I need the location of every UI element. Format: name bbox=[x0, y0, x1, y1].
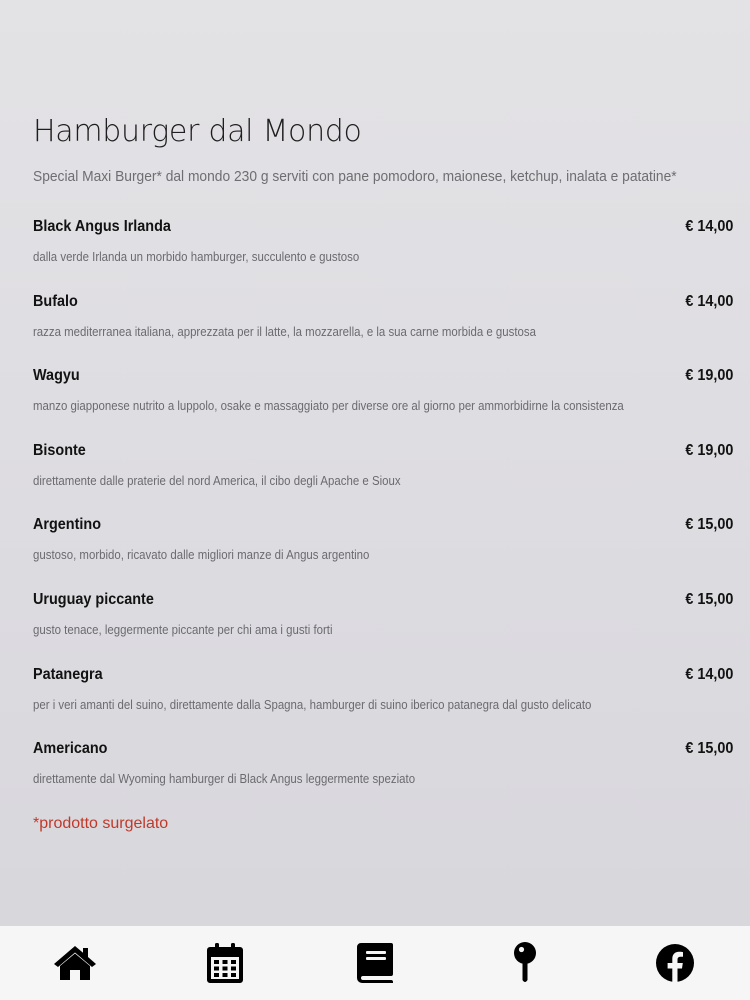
menu-items-list bbox=[33, 216, 733, 813]
menu-item-description: razza mediterranea italiana, apprezzata per il latte, la mozzarella, e la sua carne morbida e gustosa bbox=[33, 323, 537, 339]
menu-item bbox=[33, 514, 733, 589]
menu-item-price: € 15,00 bbox=[684, 590, 733, 608]
menu-item-description: gustoso, morbido, ricavato dalle migliori manze di Angus argentino bbox=[33, 547, 370, 563]
menu-item bbox=[33, 664, 733, 739]
menu-item bbox=[33, 291, 733, 366]
menu-item-description: dalla verde Irlanda un morbido hamburger, succulento e gustoso bbox=[33, 249, 360, 264]
menu-item-name: Argentino bbox=[33, 516, 101, 534]
menu-item bbox=[33, 365, 733, 440]
menu-item-price: € 19,00 bbox=[684, 367, 733, 385]
menu-item-description: manzo giapponese nutrito a luppolo, osake e massaggiato per diverse ore al giorno per ammorbidirne la consistenza bbox=[33, 398, 624, 414]
facebook-icon bbox=[655, 943, 695, 983]
home-icon bbox=[52, 944, 98, 982]
section-subtitle: Special Maxi Burger* dal mondo 230 g serviti con pane pomodoro, maionese, ketchup, inalata e patatine* bbox=[33, 168, 677, 185]
menu-item-description: gusto tenace, leggermente piccante per chi ama i gusti forti bbox=[33, 621, 333, 637]
bottom-nav-bar bbox=[0, 926, 750, 1000]
menu-item-price: € 14,00 bbox=[684, 218, 733, 235]
menu-item-description: direttamente dalle praterie del nord America, il cibo degli Apache e Sioux bbox=[33, 472, 401, 488]
map-pin-icon bbox=[512, 942, 538, 984]
menu-item-name: Bisonte bbox=[33, 441, 86, 459]
section-title: Hamburger dal Mondo bbox=[33, 114, 362, 149]
menu-section bbox=[33, 112, 733, 835]
calendar-icon bbox=[207, 943, 243, 983]
menu-item-name: Americano bbox=[33, 740, 108, 758]
menu-item-name: Wagyu bbox=[33, 367, 80, 385]
nav-facebook-button[interactable] bbox=[630, 926, 720, 1000]
frozen-product-footnote: *prodotto surgelato bbox=[33, 814, 169, 832]
menu-item-price: € 15,00 bbox=[684, 516, 733, 534]
menu-item-description: per i veri amanti del suino, direttamente dalla Spagna, hamburger di suino iberico patanegra dal gusto delicato bbox=[33, 696, 592, 712]
menu-item-name: Uruguay piccante bbox=[33, 590, 154, 608]
book-icon bbox=[357, 943, 393, 983]
nav-location-button[interactable] bbox=[480, 926, 570, 1000]
menu-item-price: € 14,00 bbox=[684, 292, 733, 310]
menu-item bbox=[33, 589, 733, 664]
nav-home-button[interactable] bbox=[30, 926, 120, 1000]
menu-item bbox=[33, 440, 733, 515]
menu-item-price: € 14,00 bbox=[684, 665, 733, 683]
nav-menu-book-button[interactable] bbox=[330, 926, 420, 1000]
menu-item-description: direttamente dal Wyoming hamburger di Black Angus leggermente speziato bbox=[33, 771, 416, 787]
menu-item-name: Black Angus Irlanda bbox=[33, 218, 171, 235]
menu-item-name: Patanegra bbox=[33, 665, 103, 683]
menu-item bbox=[33, 738, 733, 813]
nav-calendar-button[interactable] bbox=[180, 926, 270, 1000]
menu-item bbox=[33, 216, 733, 291]
menu-item-name: Bufalo bbox=[33, 292, 78, 310]
menu-item-price: € 19,00 bbox=[684, 441, 733, 459]
menu-item-price: € 15,00 bbox=[684, 740, 733, 758]
